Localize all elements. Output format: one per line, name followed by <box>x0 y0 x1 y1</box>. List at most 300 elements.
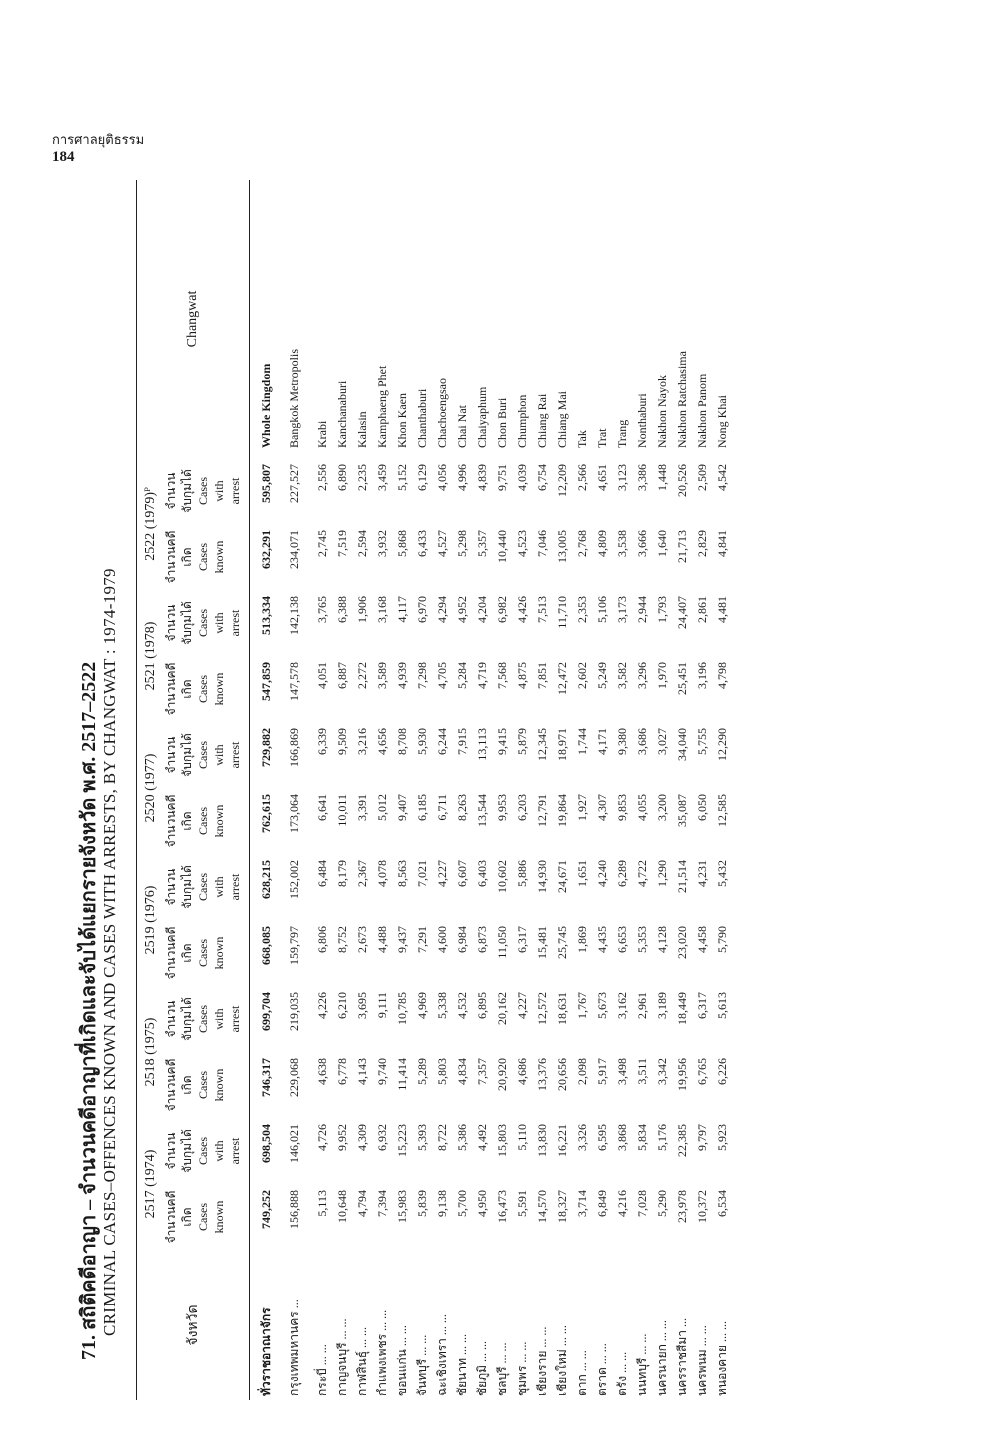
header-cases-arrest-th: จำนวนจับกุมได้ <box>164 601 194 645</box>
cell-cases-known: 3,932 <box>375 530 389 557</box>
table-row <box>392 180 412 1400</box>
cell-cases-arrest: 18,449 <box>675 992 689 1025</box>
changwat-english-name: Chanthaburi <box>415 388 429 448</box>
cell-cases-known: 6,641 <box>315 794 329 821</box>
cell-cases-arrest: 6,339 <box>315 728 329 755</box>
table-row <box>672 180 692 1400</box>
cell-cases-arrest: 10,785 <box>395 992 409 1025</box>
cell-cases-arrest: 6,244 <box>435 728 449 755</box>
cell-cases-arrest: 6,129 <box>415 464 429 491</box>
header-cases-arrest-th: จำนวนจับกุมได้ <box>164 469 194 513</box>
cell-cases-arrest: 6,970 <box>415 596 429 623</box>
cell-cases-known: 6,653 <box>615 926 629 953</box>
table-row <box>284 180 304 1400</box>
cell-cases-arrest: 8,722 <box>435 1124 449 1151</box>
header-year-1: 2518 (1975) <box>143 1017 158 1087</box>
changwat-english-name: Chaiyaphum <box>475 386 489 448</box>
changwat-thai-name: นครนายก ... ... <box>655 1320 669 1396</box>
cell-cases-arrest: 5,755 <box>695 728 709 755</box>
cell-cases-arrest: 5,886 <box>515 860 529 887</box>
cell-cases-known: 6,778 <box>335 1058 349 1085</box>
cell-cases-known: 5,249 <box>595 662 609 689</box>
cell-cases-known: 8,263 <box>455 794 469 821</box>
cell-cases-arrest: 20,526 <box>675 464 689 497</box>
cell-cases-arrest: 6,890 <box>335 464 349 491</box>
changwat-english-name: Krabi <box>315 420 329 448</box>
header-cases-known-th: จำนวนคดีเกิด <box>164 1058 194 1112</box>
changwat-thai-name: ชุมพร ... ... <box>515 1341 529 1396</box>
cell-cases-arrest: 15,803 <box>495 1124 509 1157</box>
page-number: 184 <box>52 149 75 165</box>
cell-cases-arrest: 2,367 <box>355 860 369 887</box>
table-header <box>137 180 250 1400</box>
header-year-4: 2521 (1978) <box>143 621 158 691</box>
cell-cases-arrest: 4,996 <box>455 464 469 491</box>
cell-cases-known: 23,020 <box>675 926 689 959</box>
header-cases-arrest-en1: Cases <box>196 609 210 637</box>
cell-cases-arrest: 5,386 <box>455 1124 469 1151</box>
table-body <box>250 180 733 1400</box>
cell-cases-known: 5,289 <box>415 1058 429 1085</box>
header-cases-known-en2: known <box>212 1068 226 1102</box>
cell-cases-arrest: 4,240 <box>595 860 609 887</box>
cell-cases-known: 3,296 <box>635 662 649 689</box>
changwat-thai-name: จันทบุรี ... ... <box>415 1334 429 1396</box>
table-row <box>612 180 632 1400</box>
cell-cases-arrest: 24,671 <box>555 860 569 893</box>
cell-cases-known: 5,917 <box>595 1058 609 1085</box>
cell-cases-known: 3,589 <box>375 662 389 689</box>
changwat-thai-name: กรุงเทพมหานคร ... <box>287 1299 301 1396</box>
cell-cases-arrest: 3,868 <box>615 1124 629 1151</box>
cell-cases-known: 3,511 <box>635 1058 649 1085</box>
cell-cases-arrest: 4,171 <box>595 728 609 755</box>
header-cases-known-en2: known <box>212 1200 226 1234</box>
header-cases-arrest-en3: arrest <box>228 609 242 637</box>
cell-cases-known: 5,012 <box>375 794 389 821</box>
changwat-thai-name: ทั่วราชอาณาจักร <box>259 1307 273 1396</box>
header-cases-known <box>163 788 250 854</box>
cell-cases-known: 5,700 <box>455 1190 469 1217</box>
cell-cases-known: 6,317 <box>515 926 529 953</box>
cell-cases-known: 9,407 <box>395 794 409 821</box>
cell-cases-arrest: 142,138 <box>287 596 301 635</box>
changwat-english-name: Nakhon Nayok <box>655 375 669 448</box>
cell-cases-known: 10,440 <box>495 530 509 563</box>
header-changwat-thai: จังหวัด <box>186 1304 201 1346</box>
cell-cases-known: 4,051 <box>315 662 329 689</box>
header-cases-known-en1: Cases <box>196 1071 210 1099</box>
cell-cases-known: 2,768 <box>575 530 589 557</box>
cell-cases-known: 2,602 <box>575 662 589 689</box>
cell-cases-arrest: 4,231 <box>695 860 709 887</box>
changwat-english-name: Khon Kaen <box>395 393 409 448</box>
cell-cases-arrest: 1,793 <box>655 596 669 623</box>
cell-cases-known: 2,673 <box>355 926 369 953</box>
cell-cases-known: 749,252 <box>259 1190 273 1229</box>
cell-cases-known: 11,050 <box>495 926 509 959</box>
cell-cases-arrest: 3,765 <box>315 596 329 623</box>
cell-cases-arrest: 1,290 <box>655 860 669 887</box>
cell-cases-arrest: 4,227 <box>515 992 529 1019</box>
cell-cases-known: 3,200 <box>655 794 669 821</box>
cell-cases-arrest: 595,807 <box>259 464 273 503</box>
table-row <box>452 180 472 1400</box>
cell-cases-known: 10,011 <box>335 794 349 827</box>
cell-cases-known: 7,291 <box>415 926 429 953</box>
header-cases-arrest-en3: arrest <box>228 1005 242 1033</box>
cell-cases-arrest: 15,223 <box>395 1124 409 1157</box>
changwat-english-name: Tak <box>575 430 589 448</box>
cell-cases-known: 156,888 <box>287 1190 301 1229</box>
cell-cases-arrest: 8,563 <box>395 860 409 887</box>
changwat-english-name: Chachoengsao <box>435 378 449 448</box>
cell-cases-known: 3,342 <box>655 1058 669 1085</box>
cell-cases-known: 3,714 <box>575 1190 589 1217</box>
changwat-thai-name: กาญจนบุรี ... ... <box>335 1318 349 1396</box>
header-cases-arrest-en3: arrest <box>228 477 242 505</box>
cell-cases-known: 9,740 <box>375 1058 389 1085</box>
cell-cases-known: 13,544 <box>475 794 489 827</box>
cell-cases-arrest: 9,380 <box>615 728 629 755</box>
cell-cases-arrest: 2,509 <box>695 464 709 491</box>
header-cases-known-en1: Cases <box>196 1203 210 1231</box>
table-row <box>552 180 572 1400</box>
cell-cases-arrest: 12,209 <box>555 464 569 497</box>
cell-cases-arrest: 4,226 <box>315 992 329 1019</box>
cell-cases-known: 3,498 <box>615 1058 629 1085</box>
cell-cases-arrest: 6,210 <box>335 992 349 1019</box>
cell-cases-known: 13,376 <box>535 1058 549 1091</box>
cell-cases-arrest: 4,542 <box>715 464 729 491</box>
table-row <box>492 180 512 1400</box>
header-cases-arrest <box>163 590 250 656</box>
header-cases-known-th: จำนวนคดีเกิด <box>164 794 194 848</box>
cell-cases-arrest: 6,403 <box>475 860 489 887</box>
cell-cases-known: 234,071 <box>287 530 301 569</box>
header-cases-known-en2: known <box>212 672 226 706</box>
cell-cases-arrest: 698,504 <box>259 1124 273 1163</box>
cell-cases-arrest: 2,961 <box>635 992 649 1019</box>
cell-cases-arrest: 4,726 <box>315 1124 329 1151</box>
cell-cases-known: 2,594 <box>355 530 369 557</box>
cell-cases-known: 13,005 <box>555 530 569 563</box>
cell-cases-arrest: 16,221 <box>555 1124 569 1157</box>
cell-cases-arrest: 5,393 <box>415 1124 429 1151</box>
cell-cases-known: 3,666 <box>635 530 649 557</box>
cell-cases-known: 19,864 <box>555 794 569 827</box>
cell-cases-known: 2,745 <box>315 530 329 557</box>
header-cases-known-en1: Cases <box>196 675 210 703</box>
cell-cases-arrest: 2,944 <box>635 596 649 623</box>
header-cases-arrest-en2: with <box>212 612 226 634</box>
cell-cases-known: 6,887 <box>335 662 349 689</box>
cell-cases-arrest: 5,923 <box>715 1124 729 1151</box>
cell-cases-arrest: 9,797 <box>695 1124 709 1151</box>
cell-cases-arrest: 5,834 <box>635 1124 649 1151</box>
header-cases-arrest-en1: Cases <box>196 873 210 901</box>
cell-cases-known: 20,656 <box>555 1058 569 1091</box>
cell-cases-arrest: 6,317 <box>695 992 709 1019</box>
table-row <box>712 180 732 1400</box>
cell-cases-arrest: 3,027 <box>655 728 669 755</box>
table-row <box>592 180 612 1400</box>
cell-cases-known: 7,028 <box>635 1190 649 1217</box>
cell-cases-known: 5,353 <box>635 926 649 953</box>
cell-cases-known: 15,983 <box>395 1190 409 1223</box>
cell-cases-arrest: 152,002 <box>287 860 301 899</box>
header-year-3: 2520 (1977) <box>143 753 158 823</box>
cell-cases-arrest: 20,162 <box>495 992 509 1025</box>
table-row <box>692 180 712 1400</box>
cell-cases-arrest: 4,078 <box>375 860 389 887</box>
cell-cases-arrest: 5,338 <box>435 992 449 1019</box>
cell-cases-known: 2,829 <box>695 530 709 557</box>
cell-cases-arrest: 18,971 <box>555 728 569 761</box>
cell-cases-known: 4,527 <box>435 530 449 557</box>
cell-cases-arrest: 13,830 <box>535 1124 549 1157</box>
cell-cases-arrest: 9,751 <box>495 464 509 491</box>
cell-cases-arrest: 1,906 <box>355 596 369 623</box>
changwat-thai-name: ตาก ... ... <box>575 1350 589 1396</box>
cell-cases-arrest: 4,952 <box>455 596 469 623</box>
section-title: การศาลยุติธรรม <box>52 132 145 147</box>
cell-cases-known: 35,087 <box>675 794 689 827</box>
cell-cases-known: 4,705 <box>435 662 449 689</box>
cell-cases-known: 3,582 <box>615 662 629 689</box>
cell-cases-known: 6,433 <box>415 530 429 557</box>
cell-cases-known: 3,391 <box>355 794 369 821</box>
header-year-2: 2519 (1976) <box>143 885 158 955</box>
cell-cases-known: 7,851 <box>535 662 549 689</box>
header-cases-arrest-en1: Cases <box>196 477 210 505</box>
cell-cases-known: 9,953 <box>495 794 509 821</box>
header-cases-arrest-en2: with <box>212 480 226 502</box>
header-cases-known <box>163 920 250 986</box>
header-cases-known <box>163 656 250 722</box>
header-cases-arrest-en3: arrest <box>228 1137 242 1165</box>
cell-cases-arrest: 1,744 <box>575 728 589 755</box>
cell-cases-known: 6,806 <box>315 926 329 953</box>
cell-cases-arrest: 6,484 <box>315 860 329 887</box>
changwat-thai-name: ขอนแก่น ... ... <box>395 1325 409 1396</box>
cell-cases-known: 9,437 <box>395 926 409 953</box>
cell-cases-arrest: 3,189 <box>655 992 669 1019</box>
cell-cases-arrest: 3,326 <box>575 1124 589 1151</box>
cell-cases-known: 4,719 <box>475 662 489 689</box>
header-cases-known-th: จำนวนคดีเกิด <box>164 530 194 584</box>
header-cases-known-en1: Cases <box>196 543 210 571</box>
cell-cases-known: 6,849 <box>595 1190 609 1217</box>
cell-cases-arrest: 13,113 <box>475 728 489 761</box>
header-cases-known-th: จำนวนคดีเกิด <box>164 662 194 716</box>
cell-cases-arrest: 6,595 <box>595 1124 609 1151</box>
cell-cases-known: 14,570 <box>535 1190 549 1223</box>
cell-cases-arrest: 6,932 <box>375 1124 389 1151</box>
changwat-thai-name: นครพนม ... ... <box>695 1325 709 1396</box>
header-cases-arrest-en3: arrest <box>228 873 242 901</box>
cell-cases-known: 1,927 <box>575 794 589 821</box>
cell-cases-arrest: 4,294 <box>435 596 449 623</box>
cell-cases-arrest: 3,686 <box>635 728 649 755</box>
cell-cases-arrest: 12,345 <box>535 728 549 761</box>
cell-cases-arrest: 6,388 <box>335 596 349 623</box>
table-row <box>312 180 332 1400</box>
cell-cases-arrest: 14,930 <box>535 860 549 893</box>
changwat-thai-name: ชัยภูมิ ... ... <box>475 1341 489 1396</box>
table-row <box>332 180 352 1400</box>
cell-cases-known: 6,873 <box>475 926 489 953</box>
cell-cases-known: 5,790 <box>715 926 729 953</box>
cell-cases-arrest: 7,513 <box>535 596 549 623</box>
header-cases-arrest <box>163 722 250 788</box>
cell-cases-arrest: 9,111 <box>375 992 389 1019</box>
cell-cases-known: 4,875 <box>515 662 529 689</box>
cell-cases-arrest: 2,861 <box>695 596 709 623</box>
cell-cases-arrest: 4,481 <box>715 596 729 623</box>
changwat-thai-name: เชียงราย ... ... <box>535 1326 549 1396</box>
cell-cases-known: 4,798 <box>715 662 729 689</box>
cell-cases-known: 5,591 <box>515 1190 529 1217</box>
changwat-english-name: Kalasin <box>355 411 369 448</box>
cell-cases-arrest: 4,651 <box>595 464 609 491</box>
cell-cases-arrest: 24,407 <box>675 596 689 629</box>
cell-cases-arrest: 6,754 <box>535 464 549 491</box>
table-row <box>652 180 672 1400</box>
changwat-thai-name: นครราชสีมา ... <box>675 1318 689 1396</box>
header-cases-arrest-th: จำนวนจับกุมได้ <box>164 1129 194 1173</box>
cell-cases-arrest: 3,459 <box>375 464 389 491</box>
cell-cases-arrest: 3,123 <box>615 464 629 491</box>
cell-cases-known: 1,869 <box>575 926 589 953</box>
cell-cases-known: 1,970 <box>655 662 669 689</box>
cell-cases-known: 5,298 <box>455 530 469 557</box>
changwat-english-name: Trat <box>595 428 609 448</box>
cell-cases-known: 159,797 <box>287 926 301 965</box>
cell-cases-known: 6,050 <box>695 794 709 821</box>
cell-cases-known: 9,138 <box>435 1190 449 1217</box>
cell-cases-arrest: 5,152 <box>395 464 409 491</box>
cell-cases-known: 4,809 <box>595 530 609 557</box>
cell-cases-known: 6,711 <box>435 794 449 821</box>
cell-cases-known: 632,291 <box>259 530 273 569</box>
cell-cases-known: 12,585 <box>715 794 729 827</box>
header-cases-arrest-en2: with <box>212 876 226 898</box>
changwat-thai-name: หนองคาย ... ... <box>715 1321 729 1396</box>
cell-cases-arrest: 4,839 <box>475 464 489 491</box>
cell-cases-known: 4,128 <box>655 926 669 953</box>
cell-cases-known: 6,984 <box>455 926 469 953</box>
cell-cases-known: 10,648 <box>335 1190 349 1223</box>
header-year-0: 2517 (1974) <box>143 1149 158 1219</box>
header-cases-arrest <box>163 986 250 1052</box>
changwat-thai-name: กระบี่ ... ... <box>315 1344 329 1396</box>
cell-cases-known: 4,143 <box>355 1058 369 1085</box>
cell-cases-known: 668,085 <box>259 926 273 965</box>
cell-cases-arrest: 5,613 <box>715 992 729 1019</box>
cell-cases-arrest: 2,353 <box>575 596 589 623</box>
header-cases-known <box>163 524 250 590</box>
cell-cases-known: 5,839 <box>415 1190 429 1217</box>
cell-cases-known: 7,568 <box>495 662 509 689</box>
header-cases-arrest-en2: with <box>212 744 226 766</box>
cell-cases-known: 4,307 <box>595 794 609 821</box>
header-cases-arrest <box>163 854 250 920</box>
changwat-thai-name: ตรัง ... ... <box>615 1351 629 1396</box>
cell-cases-known: 2,098 <box>575 1058 589 1085</box>
cell-cases-known: 7,519 <box>335 530 349 557</box>
cell-cases-known: 11,414 <box>395 1058 409 1091</box>
cell-cases-known: 173,064 <box>287 794 301 833</box>
cell-cases-arrest: 4,056 <box>435 464 449 491</box>
cell-cases-known: 4,458 <box>695 926 709 953</box>
cell-cases-known: 4,435 <box>595 926 609 953</box>
cell-cases-arrest: 11,710 <box>555 596 569 629</box>
table-row <box>256 180 276 1400</box>
cell-cases-known: 4,216 <box>615 1190 629 1217</box>
cell-cases-known: 4,686 <box>515 1058 529 1085</box>
table-row <box>572 180 592 1400</box>
cell-cases-known: 6,185 <box>415 794 429 821</box>
header-cases-known-en2: known <box>212 936 226 970</box>
cell-cases-known: 5,290 <box>655 1190 669 1217</box>
table-row <box>532 180 552 1400</box>
cell-cases-arrest: 12,572 <box>535 992 549 1025</box>
cell-cases-arrest: 1,767 <box>575 992 589 1019</box>
cell-cases-arrest: 3,168 <box>375 596 389 623</box>
header-cases-known-en2: known <box>212 804 226 838</box>
cell-cases-known: 1,640 <box>655 530 669 557</box>
changwat-english-name: Nonthaburi <box>635 393 649 448</box>
cell-cases-arrest: 8,179 <box>335 860 349 887</box>
changwat-english-name: Chiang Mai <box>555 391 569 448</box>
header-cases-known-th: จำนวนคดีเกิด <box>164 1190 194 1244</box>
table-row <box>472 180 492 1400</box>
cell-cases-known: 4,950 <box>475 1190 489 1217</box>
header-cases-known-en1: Cases <box>196 939 210 967</box>
table-row <box>412 180 432 1400</box>
changwat-english-name: Chon Buri <box>495 397 509 448</box>
cell-cases-arrest: 2,556 <box>315 464 329 491</box>
changwat-english-name: Nakhon Panom <box>695 373 709 448</box>
cell-cases-arrest: 7,915 <box>455 728 469 755</box>
changwat-thai-name: ชัยนาท ... ... <box>455 1333 469 1396</box>
cell-cases-arrest: 5,106 <box>595 596 609 623</box>
cell-cases-arrest: 513,334 <box>259 596 273 635</box>
cell-cases-arrest: 3,162 <box>615 992 629 1019</box>
changwat-thai-name: นนทบุรี ... ... <box>635 1333 649 1396</box>
header-cases-arrest <box>163 458 250 524</box>
header-cases-arrest <box>163 1118 250 1184</box>
cell-cases-arrest: 6,982 <box>495 596 509 623</box>
cell-cases-arrest: 4,039 <box>515 464 529 491</box>
changwat-english-name: Whole Kingdom <box>259 363 273 448</box>
header-cases-arrest-en1: Cases <box>196 1005 210 1033</box>
cell-cases-known: 762,615 <box>259 794 273 833</box>
cell-cases-arrest: 729,882 <box>259 728 273 767</box>
cell-cases-arrest: 5,432 <box>715 860 729 887</box>
header-cases-arrest-en3: arrest <box>228 741 242 769</box>
statistics-table-wrap <box>136 160 732 1400</box>
cell-cases-arrest: 5,110 <box>515 1124 529 1151</box>
cell-cases-arrest: 8,708 <box>395 728 409 755</box>
cell-cases-arrest: 4,969 <box>415 992 429 1019</box>
table-row <box>352 180 372 1400</box>
cell-cases-arrest: 7,021 <box>415 860 429 887</box>
cell-cases-known: 147,578 <box>287 662 301 701</box>
changwat-english-name: Kanchanaburi <box>335 380 349 448</box>
cell-cases-arrest: 1,651 <box>575 860 589 887</box>
